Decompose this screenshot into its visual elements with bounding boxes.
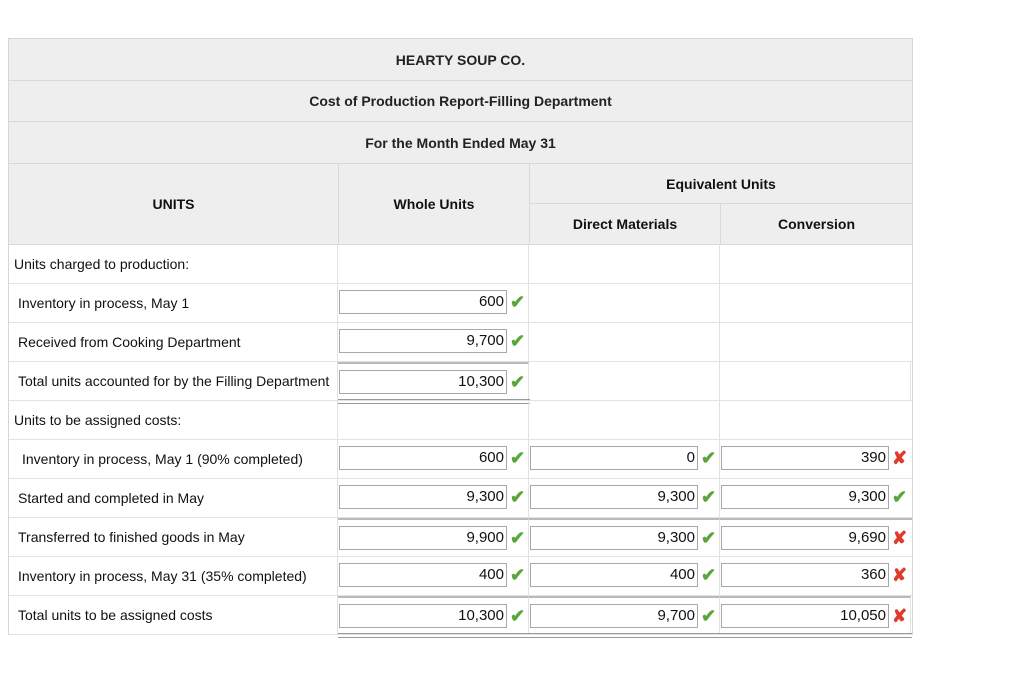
direct-materials-input[interactable]: 9,300 (530, 526, 698, 550)
table-row (9, 284, 912, 323)
report-title: Cost of Production Report-Filling Department (9, 81, 912, 122)
double-underline (338, 633, 912, 638)
direct-materials-input[interactable]: 9,300 (530, 485, 698, 509)
conversion-input[interactable]: 10,050 (721, 604, 889, 628)
direct-materials-header: Direct Materials (530, 204, 721, 244)
row-label: Inventory in process, May 1 (9, 284, 338, 322)
whole-units-input[interactable]: 600 (339, 446, 507, 470)
table-row (9, 362, 912, 401)
table-row (9, 401, 912, 440)
conversion-input[interactable]: 9,300 (721, 485, 889, 509)
check-icon: ✔ (701, 528, 717, 548)
whole-units-input[interactable]: 10,300 (339, 604, 507, 628)
report-period: For the Month Ended May 31 (9, 122, 912, 164)
x-icon: ✘ (892, 448, 908, 468)
direct-materials-input[interactable]: 9,700 (530, 604, 698, 628)
row-label: Inventory in process, May 31 (35% completed) (9, 557, 338, 595)
direct-materials-input[interactable]: 400 (530, 563, 698, 587)
conversion-header: Conversion (777, 216, 855, 232)
row-label: Total units to be assigned costs (9, 596, 338, 634)
check-icon: ✔ (510, 292, 526, 312)
check-icon: ✔ (510, 606, 526, 626)
direct-materials-input[interactable]: 0 (530, 446, 698, 470)
units-header: UNITS (9, 164, 339, 244)
check-icon: ✔ (510, 448, 526, 468)
x-icon: ✘ (892, 528, 908, 548)
equivalent-units-header: Equivalent Units (530, 164, 912, 204)
check-icon: ✔ (510, 565, 526, 585)
section-label-charged: Units charged to production: (9, 245, 338, 283)
check-icon: ✔ (510, 487, 526, 507)
x-icon: ✘ (892, 565, 908, 585)
check-icon: ✔ (701, 565, 717, 585)
whole-units-input[interactable]: 9,300 (339, 485, 507, 509)
row-label: Transferred to finished goods in May (9, 518, 338, 556)
check-icon: ✔ (510, 331, 526, 351)
check-icon: ✔ (701, 448, 717, 468)
table-row (9, 479, 912, 518)
x-icon: ✘ (892, 606, 908, 626)
whole-units-input[interactable]: 9,700 (339, 329, 507, 353)
check-icon: ✔ (510, 528, 526, 548)
row-label: Inventory in process, May 1 (90% completed) (9, 440, 338, 478)
row-label: Total units accounted for by the Filling Department (9, 362, 338, 400)
whole-units-input[interactable]: 400 (339, 563, 507, 587)
check-icon: ✔ (892, 487, 908, 507)
table-row (9, 245, 912, 284)
conversion-input[interactable]: 9,690 (721, 526, 889, 550)
table-row (9, 596, 912, 635)
check-icon: ✔ (701, 487, 717, 507)
check-icon: ✔ (701, 606, 717, 626)
company-name: HEARTY SOUP CO. (9, 39, 912, 81)
whole-units-input[interactable]: 9,900 (339, 526, 507, 550)
section-label-assigned: Units to be assigned costs: (9, 401, 338, 439)
table-row (9, 323, 912, 362)
table-row (9, 440, 912, 479)
table-row (9, 557, 912, 596)
row-label: Received from Cooking Department (9, 323, 338, 361)
cost-of-production-report (8, 38, 913, 635)
whole-units-input[interactable]: 600 (339, 290, 507, 314)
conversion-input[interactable]: 360 (721, 563, 889, 587)
whole-units-header: Whole Units (339, 164, 530, 244)
check-icon: ✔ (510, 372, 526, 392)
column-headers (9, 164, 912, 245)
row-label: Started and completed in May (9, 479, 338, 517)
table-row (9, 518, 912, 557)
equivalent-units-group (530, 164, 912, 244)
conversion-input[interactable]: 390 (721, 446, 889, 470)
whole-units-input[interactable]: 10,300 (339, 370, 507, 394)
